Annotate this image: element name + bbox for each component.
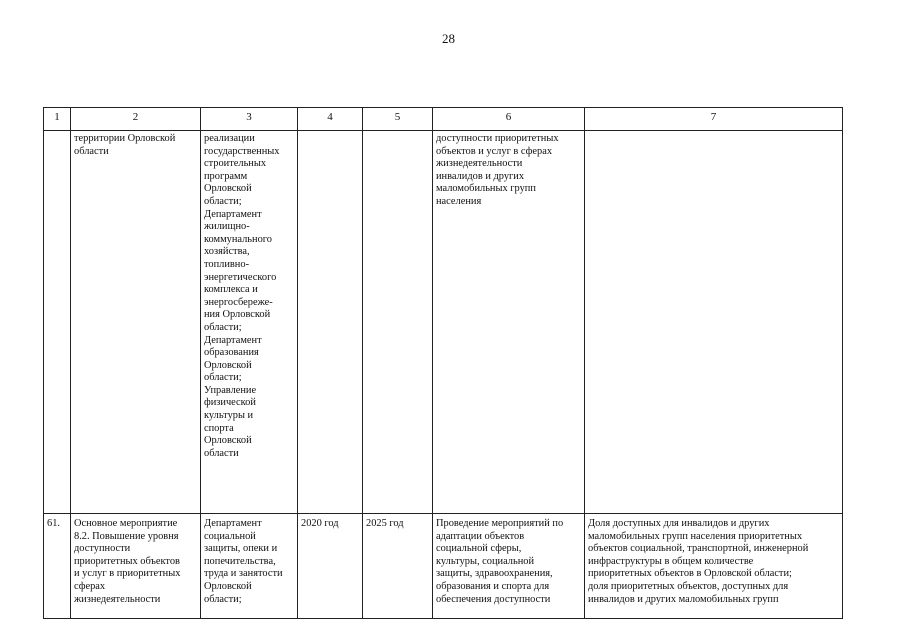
table-row <box>44 131 843 514</box>
cell-end-date: 2025 год <box>363 514 433 619</box>
measures-table <box>43 107 843 619</box>
header-col-2: 2 <box>71 108 201 131</box>
cell-start-date: 2020 год <box>298 514 363 619</box>
cell-expected-result: Проведение мероприятий по адаптации объектов социальной сферы, культуры, социальной защиты, здравоохранения, образования и спорта для обеспечения доступности <box>433 514 585 619</box>
cell-end-date <box>363 131 433 514</box>
page-number: 28 <box>442 31 455 46</box>
header-col-3: 3 <box>201 108 298 131</box>
cell-indicator <box>585 131 843 514</box>
cell-number <box>44 131 71 514</box>
cell-executor: реализации государственных строительных программ Орловской области; Департамент жилищно- коммунального хозяйства, топливно- энергетического комплекса и энергосбереже- ния Орловской области; Департамент образования Орловской области; Управление физической культуры и спорта Орловской области <box>201 131 298 514</box>
header-col-4: 4 <box>298 108 363 131</box>
cell-measure-name: территории Орловской области <box>71 131 201 514</box>
cell-number: 61. <box>44 514 71 619</box>
cell-executor: Департамент социальной защиты, опеки и попечительства, труда и занятости Орловской области; <box>201 514 298 619</box>
header-col-6: 6 <box>433 108 585 131</box>
header-row <box>44 108 843 131</box>
header-col-5: 5 <box>363 108 433 131</box>
cell-start-date <box>298 131 363 514</box>
cell-expected-result: доступности приоритетных объектов и услуг в сферах жизнедеятельности инвалидов и других маломобильных групп населения <box>433 131 585 514</box>
header-col-7: 7 <box>585 108 843 131</box>
table-row <box>44 514 843 619</box>
header-col-1: 1 <box>44 108 71 131</box>
cell-measure-name: Основное мероприятие 8.2. Повышение уровня доступности приоритетных объектов и услуг в приоритетных сферах жизнедеятельности <box>71 514 201 619</box>
cell-indicator: Доля доступных для инвалидов и других маломобильных групп населения приоритетных объектов социальной, транспортной, инженерной инфраструктуры в общем количестве приоритетных объектов в Орловской области; доля приоритетных объектов, доступных для инвалидов и других маломобильных групп <box>585 514 843 619</box>
